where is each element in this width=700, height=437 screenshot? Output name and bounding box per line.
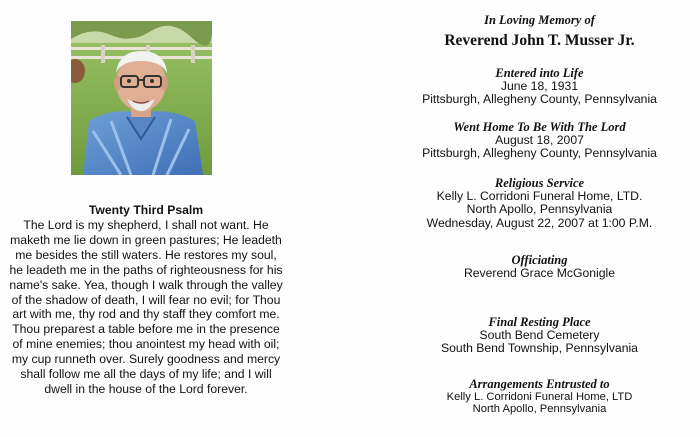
- memory-heading: In Loving Memory of: [484, 13, 595, 27]
- entered-place: Pittsburgh, Allegheny County, Pennsylvania: [422, 92, 657, 107]
- went-home-heading: Went Home To Be With The Lord: [453, 120, 626, 134]
- went-home-block: [392, 121, 687, 161]
- entered-date: June 18, 1931: [500, 79, 579, 93]
- portrait-photo: [71, 21, 212, 175]
- portrait-photo-icon: [71, 21, 212, 175]
- arrangements-home: Kelly L. Corridoni Funeral Home, LTD: [446, 391, 633, 403]
- resting-block: [392, 316, 687, 356]
- resting-cemetery: South Bend Cemetery: [479, 328, 600, 342]
- service-datetime: Wednesday, August 22, 2007 at 1:00 P.M.: [426, 215, 653, 230]
- went-home-place: Pittsburgh, Allegheny County, Pennsylvania: [422, 146, 657, 161]
- officiating-block: [392, 254, 687, 280]
- psalm-text: The Lord is my shepherd, I shall not want. He maketh me lie down in green pastures; He leadeth me besides the still waters. He restores my soul, he leadeth me in the paths of righteousness for his name's sake. Yea, though I walk through the valley of the shadow of death, I will fear no evil; for Thou art with me, thy rod and thy staff they comfort me. Thou preparest a table before me in the presence of mine enemies; thou anointest my head with oil; my cup runneth over. Surely goodness and mercy shall follow me all the days of my life; and I will dwell in the house of the Lord forever.: [9, 218, 283, 396]
- arrangements-heading: Arrangements Entrusted to: [469, 377, 610, 391]
- arrangements-town: North Apollo, Pennsylvania: [472, 403, 607, 415]
- entered-block: [392, 67, 687, 107]
- service-town: North Apollo, Pennsylvania: [466, 202, 613, 217]
- arrangements-block: [392, 378, 687, 415]
- entered-heading: Entered into Life: [495, 66, 584, 80]
- service-heading: Religious Service: [494, 176, 585, 190]
- service-block: [392, 177, 687, 230]
- deceased-name: Reverend John T. Musser Jr.: [444, 32, 635, 49]
- resting-township: South Bend Township, Pennsylvania: [441, 341, 638, 356]
- officiating-name: Reverend Grace McGonigle: [463, 266, 616, 280]
- went-home-date: August 18, 2007: [495, 133, 584, 147]
- officiating-heading: Officiating: [511, 253, 568, 267]
- psalm-title: Twenty Third Psalm: [88, 203, 204, 217]
- service-venue: Kelly L. Corridoni Funeral Home, LTD.: [436, 189, 643, 203]
- psalm-section: [8, 203, 284, 397]
- resting-heading: Final Resting Place: [488, 315, 591, 329]
- memory-block: [392, 14, 687, 50]
